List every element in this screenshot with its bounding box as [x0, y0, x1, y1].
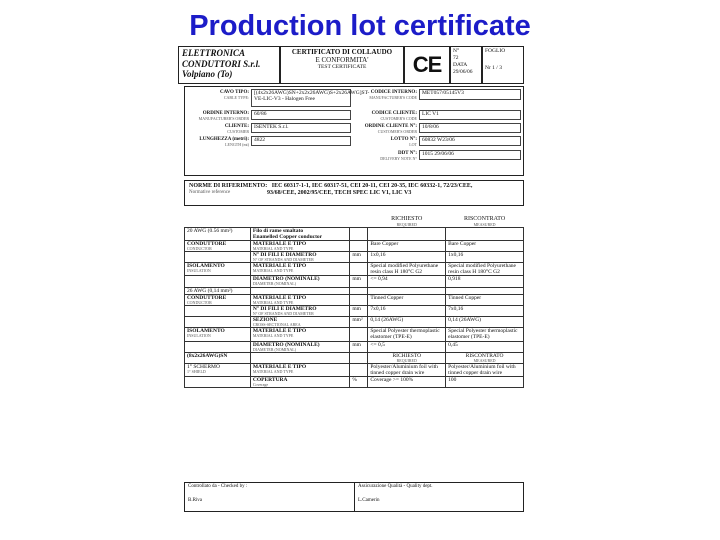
- internal-code-label: CODICE INTERNO:: [370, 90, 417, 95]
- s2-section-cell: [250, 317, 350, 328]
- table-row: [185, 227, 524, 240]
- internal-order-value: 60/86: [251, 110, 351, 120]
- table-row: [185, 240, 524, 251]
- customer-code-label-group: [353, 111, 417, 121]
- s1-strands-cell: [250, 252, 350, 263]
- cert-title-line2: E CONFORMITA': [315, 56, 369, 65]
- material-label: MATERIALE E TIPO: [252, 294, 307, 301]
- s1-conductor-required: Bare Copper: [368, 240, 446, 251]
- ddt-value: 1015 29/06/06: [419, 150, 521, 160]
- s2-section-unit: mm²: [350, 317, 368, 328]
- customer-code-label: CODICE CLIENTE:: [371, 111, 417, 116]
- ddt-sublabel: DELIVERY NOTE N°: [380, 155, 417, 161]
- checked-by-label: Controllato da - Checked by :: [188, 484, 248, 489]
- signature-block: [184, 482, 524, 512]
- internal-code-value: MET057/05145V3: [419, 89, 521, 100]
- measured-header-sub: MEASURED: [473, 221, 496, 227]
- sec1-desc2: Enamelled Copper conductor: [252, 233, 323, 240]
- s1-diameter-cell: [250, 276, 350, 287]
- s1-insulation-cell: [185, 263, 251, 276]
- date-label: DATA: [453, 61, 468, 68]
- sec1-title: 20 AWG (0.56 mm²): [185, 227, 251, 240]
- quality-dept-cell: [355, 483, 523, 511]
- cable-type-label: CAVO TIPO:: [219, 90, 249, 95]
- internal-order-label-group: [185, 111, 249, 121]
- company-line2: CONDUTTORI S.r.l.: [182, 58, 261, 69]
- s1-strands-measured: 1x0,16: [446, 252, 524, 263]
- s1-material-cell: [250, 240, 350, 251]
- sheet-label: FOGLIO: [485, 48, 506, 54]
- measured-header: [446, 216, 524, 227]
- insulation-sublabel: INSULATION: [187, 268, 211, 274]
- customer-order-sublabel: CUSTOMER'S ORDER: [377, 128, 417, 134]
- material-sublabel: MATERIAL AND TYPE: [252, 369, 294, 375]
- material-sublabel: MATERIAL AND TYPE: [252, 333, 294, 339]
- s3-coverage-cell: [250, 377, 350, 388]
- date-value: 29/06/06: [453, 68, 473, 75]
- cable-type-sublabel: CABLE TYPE:: [223, 94, 249, 100]
- insulation-sublabel: INSULATION: [187, 333, 211, 339]
- material-label: MATERIALE E TIPO: [252, 363, 307, 370]
- s2-diameter-measured: 0,45: [446, 341, 524, 352]
- s2-strands-required: 7x0,16: [368, 305, 446, 316]
- strands-sublabel: N° OF STRANDS AND DIAMETER: [252, 311, 314, 316]
- cert-title-line3: TEST CERTIFICATE: [317, 64, 367, 71]
- customer-value: ISENTEK S.r.l.: [251, 123, 351, 133]
- customer-code-value: LIC V1: [419, 110, 521, 120]
- s1-diameter-measured: 0,918: [446, 276, 524, 287]
- material-sublabel: MATERIAL AND TYPE: [252, 245, 294, 251]
- table-row: [185, 305, 524, 316]
- required-header-text: RICHIESTO: [391, 216, 423, 222]
- s1-insulation-required: Special modified Polyurethane resin class H 180°C G2: [368, 263, 446, 276]
- sheet-block: [482, 46, 524, 84]
- s3-material-required: Polyester/Aluminium foil with tinned copper drain wire: [368, 363, 446, 376]
- customer-label: CLIENTE:: [224, 124, 249, 129]
- coverage-sublabel: Coverage: [252, 382, 269, 388]
- conductor-sublabel: CONDUCTOR: [187, 299, 212, 305]
- customer-sublabel: CUSTOMER: [227, 128, 249, 134]
- cert-title-line1: CERTIFICATO DI COLLAUDO: [291, 48, 393, 56]
- spec-table: [184, 216, 524, 388]
- material-sublabel: MATERIAL AND TYPE: [252, 268, 294, 274]
- strands-sublabel: N° OF STRANDS AND DIAMETER: [252, 257, 314, 263]
- s1-diameter-unit: mm: [350, 276, 368, 287]
- ce-mark-block: [404, 46, 450, 84]
- quality-dept-value: L.Camerin: [358, 497, 380, 503]
- cable-type-label-group: [185, 90, 249, 100]
- required-header-sub: REQUIRED: [396, 221, 417, 227]
- coverage-label: COPERTURA: [252, 377, 288, 384]
- material-label: MATERIALE E TIPO: [252, 328, 307, 335]
- internal-code-sublabel: MANUFACTURER'S CODE: [369, 94, 417, 100]
- cable-info-block: [184, 86, 524, 176]
- lot-label-group: [353, 137, 417, 147]
- sec3-title: (8x2x26AWG)SN: [185, 352, 251, 363]
- s1-ins-material-cell: [250, 263, 350, 276]
- conductor-sublabel: CONDUCTOR: [187, 245, 212, 251]
- s2-insulation-measured: Special Polyester thermoplastic elastomer (TPE-E): [446, 328, 524, 341]
- material-sublabel: MATERIAL AND TYPE: [252, 299, 294, 305]
- table-row: [185, 377, 524, 388]
- table-row: [185, 341, 524, 352]
- norms-block: [184, 180, 524, 206]
- s2-diameter-unit: mm: [350, 341, 368, 352]
- norms-sublabel: Normative reference: [189, 190, 231, 196]
- nr-value: 72: [453, 54, 459, 61]
- sec3-measured-header: [446, 352, 524, 363]
- norms-line2: 93/68/CEE, 2002/95/CEE, TECH SPEC LIC V1, LIC V3: [267, 190, 412, 197]
- table-row: [185, 317, 524, 328]
- table-row: [185, 328, 524, 341]
- diameter-label: DIAMETRO (NOMINALE): [252, 341, 320, 348]
- s2-diameter-cell: [250, 341, 350, 352]
- diameter-label: DIAMETRO (NOMINALE): [252, 276, 320, 283]
- table-row: [185, 294, 524, 305]
- number-date-block: [450, 46, 482, 84]
- sec3-required-sub: REQUIRED: [396, 357, 417, 363]
- material-label: MATERIALE E TIPO: [252, 263, 307, 270]
- norms-label: NORME DI RIFERIMENTO:: [189, 183, 268, 189]
- insulation-label: ISOLAMENTO: [187, 263, 225, 270]
- s3-material-measured: Polyester/Aluminium foil with tinned copper drain wire: [446, 363, 524, 376]
- s3-coverage-unit: %: [350, 377, 368, 388]
- s2-insulation-cell: [185, 328, 251, 341]
- table-row: [185, 263, 524, 276]
- checked-by-value: B.Riva: [188, 497, 203, 503]
- sec3-required-text: RICHIESTO: [392, 352, 422, 359]
- conductor-label: CONDUTTORE: [187, 240, 227, 247]
- sheet-value: Nr 1 / 3: [485, 64, 502, 71]
- s2-diameter-required: <= 0,5: [368, 341, 446, 352]
- customer-order-label: ORDINE CLIENTE N°:: [364, 124, 417, 129]
- norms-line1: IEC 60317-1-1, IEC 60317-51, CEI 20-11, CEI 20-35, IEC 60332-1, 72/23/CEE,: [271, 183, 473, 189]
- company-line1: ELETTRONICA: [182, 48, 246, 58]
- conductor-label: CONDUTTORE: [187, 294, 227, 301]
- sec1-desc-cell: [250, 227, 350, 240]
- certificate-document: [178, 46, 524, 514]
- s2-insulation-required: Special Polyester thermoplastic elastomer (TPE-E): [368, 328, 446, 341]
- diameter-sublabel: DIAMETER (NOMINAL): [252, 281, 297, 287]
- table-row: [185, 252, 524, 263]
- company-block: [178, 46, 280, 84]
- customer-order-value: 10/8/06: [419, 123, 521, 133]
- nr-label: N°: [453, 48, 460, 54]
- length-label: LUNGHEZZA (metri):: [199, 137, 249, 142]
- sec1-desc: Filo di rame smaltato: [252, 227, 304, 234]
- s1-diameter-required: <= 0,94: [368, 276, 446, 287]
- internal-code-label-group: [353, 90, 417, 100]
- s1-conductor-measured: Bare Copper: [446, 240, 524, 251]
- table-row: [185, 287, 524, 294]
- s1-conductor-cell: [185, 240, 251, 251]
- s2-ins-material-cell: [250, 328, 350, 341]
- measured-header-text: RISCONTRATO: [463, 216, 506, 222]
- s2-conductor-required: Tinned Copper: [368, 294, 446, 305]
- customer-label-group: [185, 124, 249, 134]
- table-row: [185, 363, 524, 376]
- s1-insulation-measured: Special modified Polyurethane resin class H 180°C G2: [446, 263, 524, 276]
- shield-sublabel: 1° SHIELD: [187, 369, 206, 375]
- insulation-label: ISOLAMENTO: [187, 328, 225, 335]
- strands-label: N° DI FILI E DIAMETRO: [252, 252, 317, 259]
- certificate-title-block: [280, 46, 404, 84]
- section-label: SEZIONE: [252, 317, 278, 324]
- s2-section-measured: 0,14 (26AWG): [446, 317, 524, 328]
- s1-strands-required: 1x0,16: [368, 252, 446, 263]
- s3-shield-cell: [185, 363, 251, 376]
- ddt-label-group: [353, 151, 417, 161]
- internal-order-sublabel: MANUFACTURER'S ORDER: [198, 115, 249, 121]
- ddt-label: DDT N°:: [398, 151, 417, 156]
- slide-title: Production lot certificate: [189, 10, 531, 42]
- customer-order-label-group: [353, 124, 417, 134]
- table-row: [185, 276, 524, 287]
- strands-label: N° DI FILI E DIAMETRO: [252, 305, 317, 312]
- internal-order-label: ORDINE INTERNO:: [202, 111, 249, 116]
- s2-strands-measured: 7x0,16: [446, 305, 524, 316]
- sec2-title: 26 AWG (0,14 mm²): [185, 287, 251, 294]
- required-header: [368, 216, 446, 227]
- s3-material-cell: [250, 363, 350, 376]
- s3-coverage-measured: 100: [446, 377, 524, 388]
- company-line3: Volpiano (To): [182, 69, 233, 80]
- s2-conductor-cell: [185, 294, 251, 305]
- sec3-required-header: [368, 352, 446, 363]
- quality-dept-label: Assicurazione Qualità - Quality dept.: [358, 484, 433, 489]
- diameter-sublabel: DIAMETER (NOMINAL): [252, 346, 297, 352]
- lot-label: LOTTO N°:: [390, 137, 417, 142]
- ce-mark-logo: CE: [412, 52, 442, 77]
- checked-by-cell: [185, 483, 355, 511]
- table-header-row: [185, 216, 524, 227]
- cable-type-value: [(4x2x26AWG)SN+2x2x26AWG)S+2x26AWG]ST-VE-LIC-V3 - Halogen Free: [251, 89, 351, 107]
- material-label: MATERIALE E TIPO: [252, 240, 307, 247]
- customer-code-sublabel: CUSTOMER'S CODE: [380, 115, 417, 121]
- lot-value: 60832 W23/06: [419, 136, 521, 146]
- length-value: 4822: [251, 136, 351, 146]
- shield-label: 1° SCHERMO: [187, 363, 220, 370]
- sec3-measured-text: RISCONTRATO: [465, 352, 504, 359]
- s2-material-cell: [250, 294, 350, 305]
- s3-coverage-required: Coverage >= 100%: [368, 377, 446, 388]
- length-label-group: [185, 137, 249, 147]
- s2-strands-cell: [250, 305, 350, 316]
- lot-sublabel: LOT: [409, 141, 417, 147]
- section-sublabel: CROSS-SECTIONAL AREA: [252, 322, 301, 328]
- s1-strands-unit: mm: [350, 252, 368, 263]
- length-sublabel: LENGTH (mt): [225, 141, 249, 147]
- sec3-measured-sub: MEASURED: [473, 357, 496, 363]
- table-row: [185, 352, 524, 363]
- s2-strands-unit: mm: [350, 305, 368, 316]
- s2-section-required: 0,14 (26AWG): [368, 317, 446, 328]
- s2-conductor-measured: Tinned Copper: [446, 294, 524, 305]
